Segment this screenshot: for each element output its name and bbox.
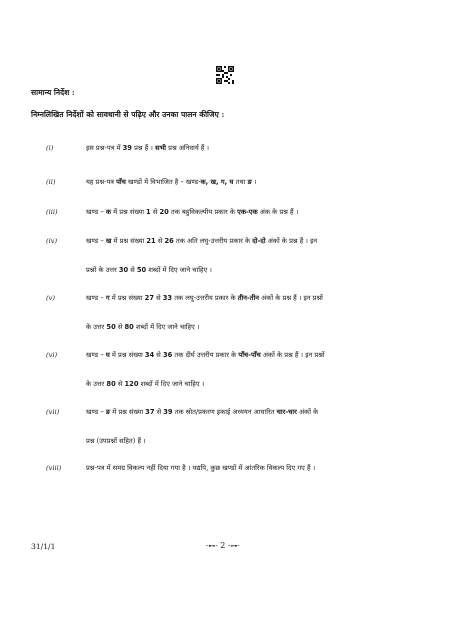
text-segment: इस प्रश्न-पत्र में — [86, 144, 123, 152]
text-segment: में प्रश्न संख्या — [109, 294, 145, 302]
page-number — [206, 541, 240, 550]
instruction-item — [46, 204, 386, 221]
text-segment: के उत्तर — [86, 380, 107, 388]
text-segment: के उत्तर — [86, 323, 107, 331]
text-segment: से — [153, 294, 163, 302]
instruction-item — [46, 404, 386, 450]
instruction-line — [46, 262, 386, 279]
bold-text: 39 — [163, 408, 173, 416]
bold-text: 20 — [159, 208, 169, 216]
bold-text: ख — [105, 237, 112, 245]
text-segment: से — [155, 237, 165, 245]
bold-text: क — [105, 208, 111, 216]
ornament-right: -⊶- — [227, 542, 240, 550]
text-segment: अंकों के प्रश्न हैं । इन — [265, 237, 318, 245]
text-segment: शब्दों में दिए जाने चाहिए । — [146, 266, 212, 274]
bold-text: 50 — [136, 266, 147, 274]
bold-text: 30 — [118, 266, 129, 274]
bold-text: 34 — [144, 351, 155, 359]
text-segment: । — [251, 178, 257, 186]
text-segment: से — [128, 266, 137, 274]
text-segment: में प्रश्न संख्या — [111, 237, 147, 245]
bold-text: 26 — [164, 237, 174, 245]
instruction-line — [46, 233, 386, 250]
instruction-number: (vii) — [46, 408, 60, 416]
bold-text: तीन-तीन — [237, 294, 260, 302]
page-number-value: 2 — [220, 541, 226, 550]
bold-text: एक-एक — [237, 208, 258, 216]
text-segment: अंक के प्रश्न हैं । — [257, 208, 299, 216]
bold-text: 27 — [144, 294, 154, 302]
text-segment: प्रश्नों के उत्तर — [86, 266, 119, 274]
instruction-item — [46, 347, 386, 393]
text-segment: से — [154, 351, 163, 359]
instruction-line — [46, 174, 386, 191]
text-segment: तथा — [233, 178, 248, 186]
instruction-line — [46, 460, 386, 477]
text-segment: तक दीर्घ उत्तरीय प्रकार के — [172, 351, 239, 359]
instruction-line — [46, 376, 386, 393]
instruction-number: (iii) — [46, 208, 58, 216]
bold-text: 39 — [122, 144, 132, 152]
instruction-item — [46, 140, 386, 157]
text-segment: शब्दों में दिए जाने चाहिए । — [138, 380, 205, 388]
text-segment: खण्ड – — [86, 237, 106, 245]
instructions-subheading: निम्नलिखित निर्देशों को सावधानी से पढ़िए और उनका पालन कीजिए : — [31, 110, 225, 119]
text-segment: खण्ड – — [86, 351, 106, 359]
bold-text: ङ — [247, 178, 252, 186]
paper-code: 31/1/1 — [31, 542, 56, 551]
ornament-left: -⊷- — [206, 542, 218, 550]
text-segment: तक बहुविकल्पीय प्रकार के — [168, 208, 238, 216]
instruction-line — [46, 433, 386, 450]
bold-text: 120 — [124, 380, 139, 388]
instruction-line — [46, 347, 386, 364]
instruction-number: (viii) — [46, 464, 62, 472]
instruction-item — [46, 290, 386, 336]
bold-text: दो-दो — [252, 237, 266, 245]
bold-text: 80 — [124, 323, 134, 331]
bold-text: चार-चार — [276, 408, 297, 416]
text-segment: प्रश्न (उपप्रश्नों सहित) हैं । — [86, 437, 146, 445]
text-segment: अंकों के प्रश्न हैं । इन प्रश्नों — [260, 351, 325, 359]
bold-text: ङ — [105, 408, 111, 416]
text-segment: से — [115, 380, 125, 388]
text-segment: तक अति लघु-उत्तरीय प्रकार के — [173, 237, 253, 245]
bold-text: 50 — [106, 323, 116, 331]
text-segment: में प्रश्न संख्या — [110, 408, 146, 416]
general-instructions-heading: सामान्य निर्देश : — [31, 88, 75, 97]
bold-text: 36 — [162, 351, 173, 359]
instruction-line — [46, 404, 386, 421]
instruction-line — [46, 290, 386, 307]
instruction-line — [46, 319, 386, 336]
qr-code-icon — [216, 66, 234, 84]
text-segment: खण्ड – — [86, 294, 106, 302]
instruction-item — [46, 460, 386, 477]
instruction-item — [46, 174, 386, 191]
bold-text: 21 — [146, 237, 156, 245]
instruction-line — [46, 204, 386, 221]
instruction-number: (vi) — [46, 351, 58, 359]
text-segment: यह प्रश्न-पत्र — [86, 178, 117, 186]
text-segment: खण्ड – — [86, 408, 106, 416]
text-segment: से — [150, 208, 160, 216]
text-segment: शब्दों में दिए जाने चाहिए । — [133, 323, 200, 331]
text-segment: अंकों के प्रश्न हैं । इन प्रश्नों — [259, 294, 323, 302]
bold-text: 80 — [106, 380, 116, 388]
bold-text: 33 — [162, 294, 173, 302]
text-segment: खण्डों में विभाजित है – खण्ड- — [125, 178, 201, 186]
bold-text: सभी — [155, 144, 167, 152]
text-segment: खण्ड – — [86, 208, 106, 216]
bold-text: घ — [105, 351, 110, 359]
text-segment: प्रश्न हैं । — [131, 144, 156, 152]
instruction-number: (ii) — [46, 178, 56, 186]
text-segment: प्रश्न अनिवार्य हैं । — [166, 144, 210, 152]
text-segment: में प्रश्न संख्या — [110, 208, 147, 216]
text-segment: तक लघु-उत्तरीय प्रकार के — [172, 294, 238, 302]
text-segment: में प्रश्न संख्या — [109, 351, 145, 359]
bold-text: 1 — [146, 208, 151, 216]
bold-text: पाँच — [116, 178, 126, 186]
instruction-number: (v) — [46, 294, 55, 302]
text-segment: प्रश्न-पत्र में समग्र विकल्प नहीं दिया गया है । यद्यपि, कुछ खण्डों में आंतरिक विकल्प दिए गए हैं । — [86, 464, 316, 472]
text-segment: से — [115, 323, 125, 331]
text-segment: अंकों के — [296, 408, 319, 416]
text-segment: से — [154, 408, 164, 416]
bold-text: 37 — [145, 408, 155, 416]
bold-text: ग — [105, 294, 110, 302]
bold-text: क, ख, ग, घ — [200, 178, 234, 186]
text-segment: तक स्रोत/प्रकरण इकाई अध्ययन आधारित — [172, 408, 277, 416]
bold-text: पाँच-पाँच — [238, 351, 261, 359]
instruction-number: (iv) — [46, 237, 58, 245]
instruction-item — [46, 233, 386, 279]
instruction-number: (i) — [46, 144, 54, 152]
instruction-line — [46, 140, 386, 157]
